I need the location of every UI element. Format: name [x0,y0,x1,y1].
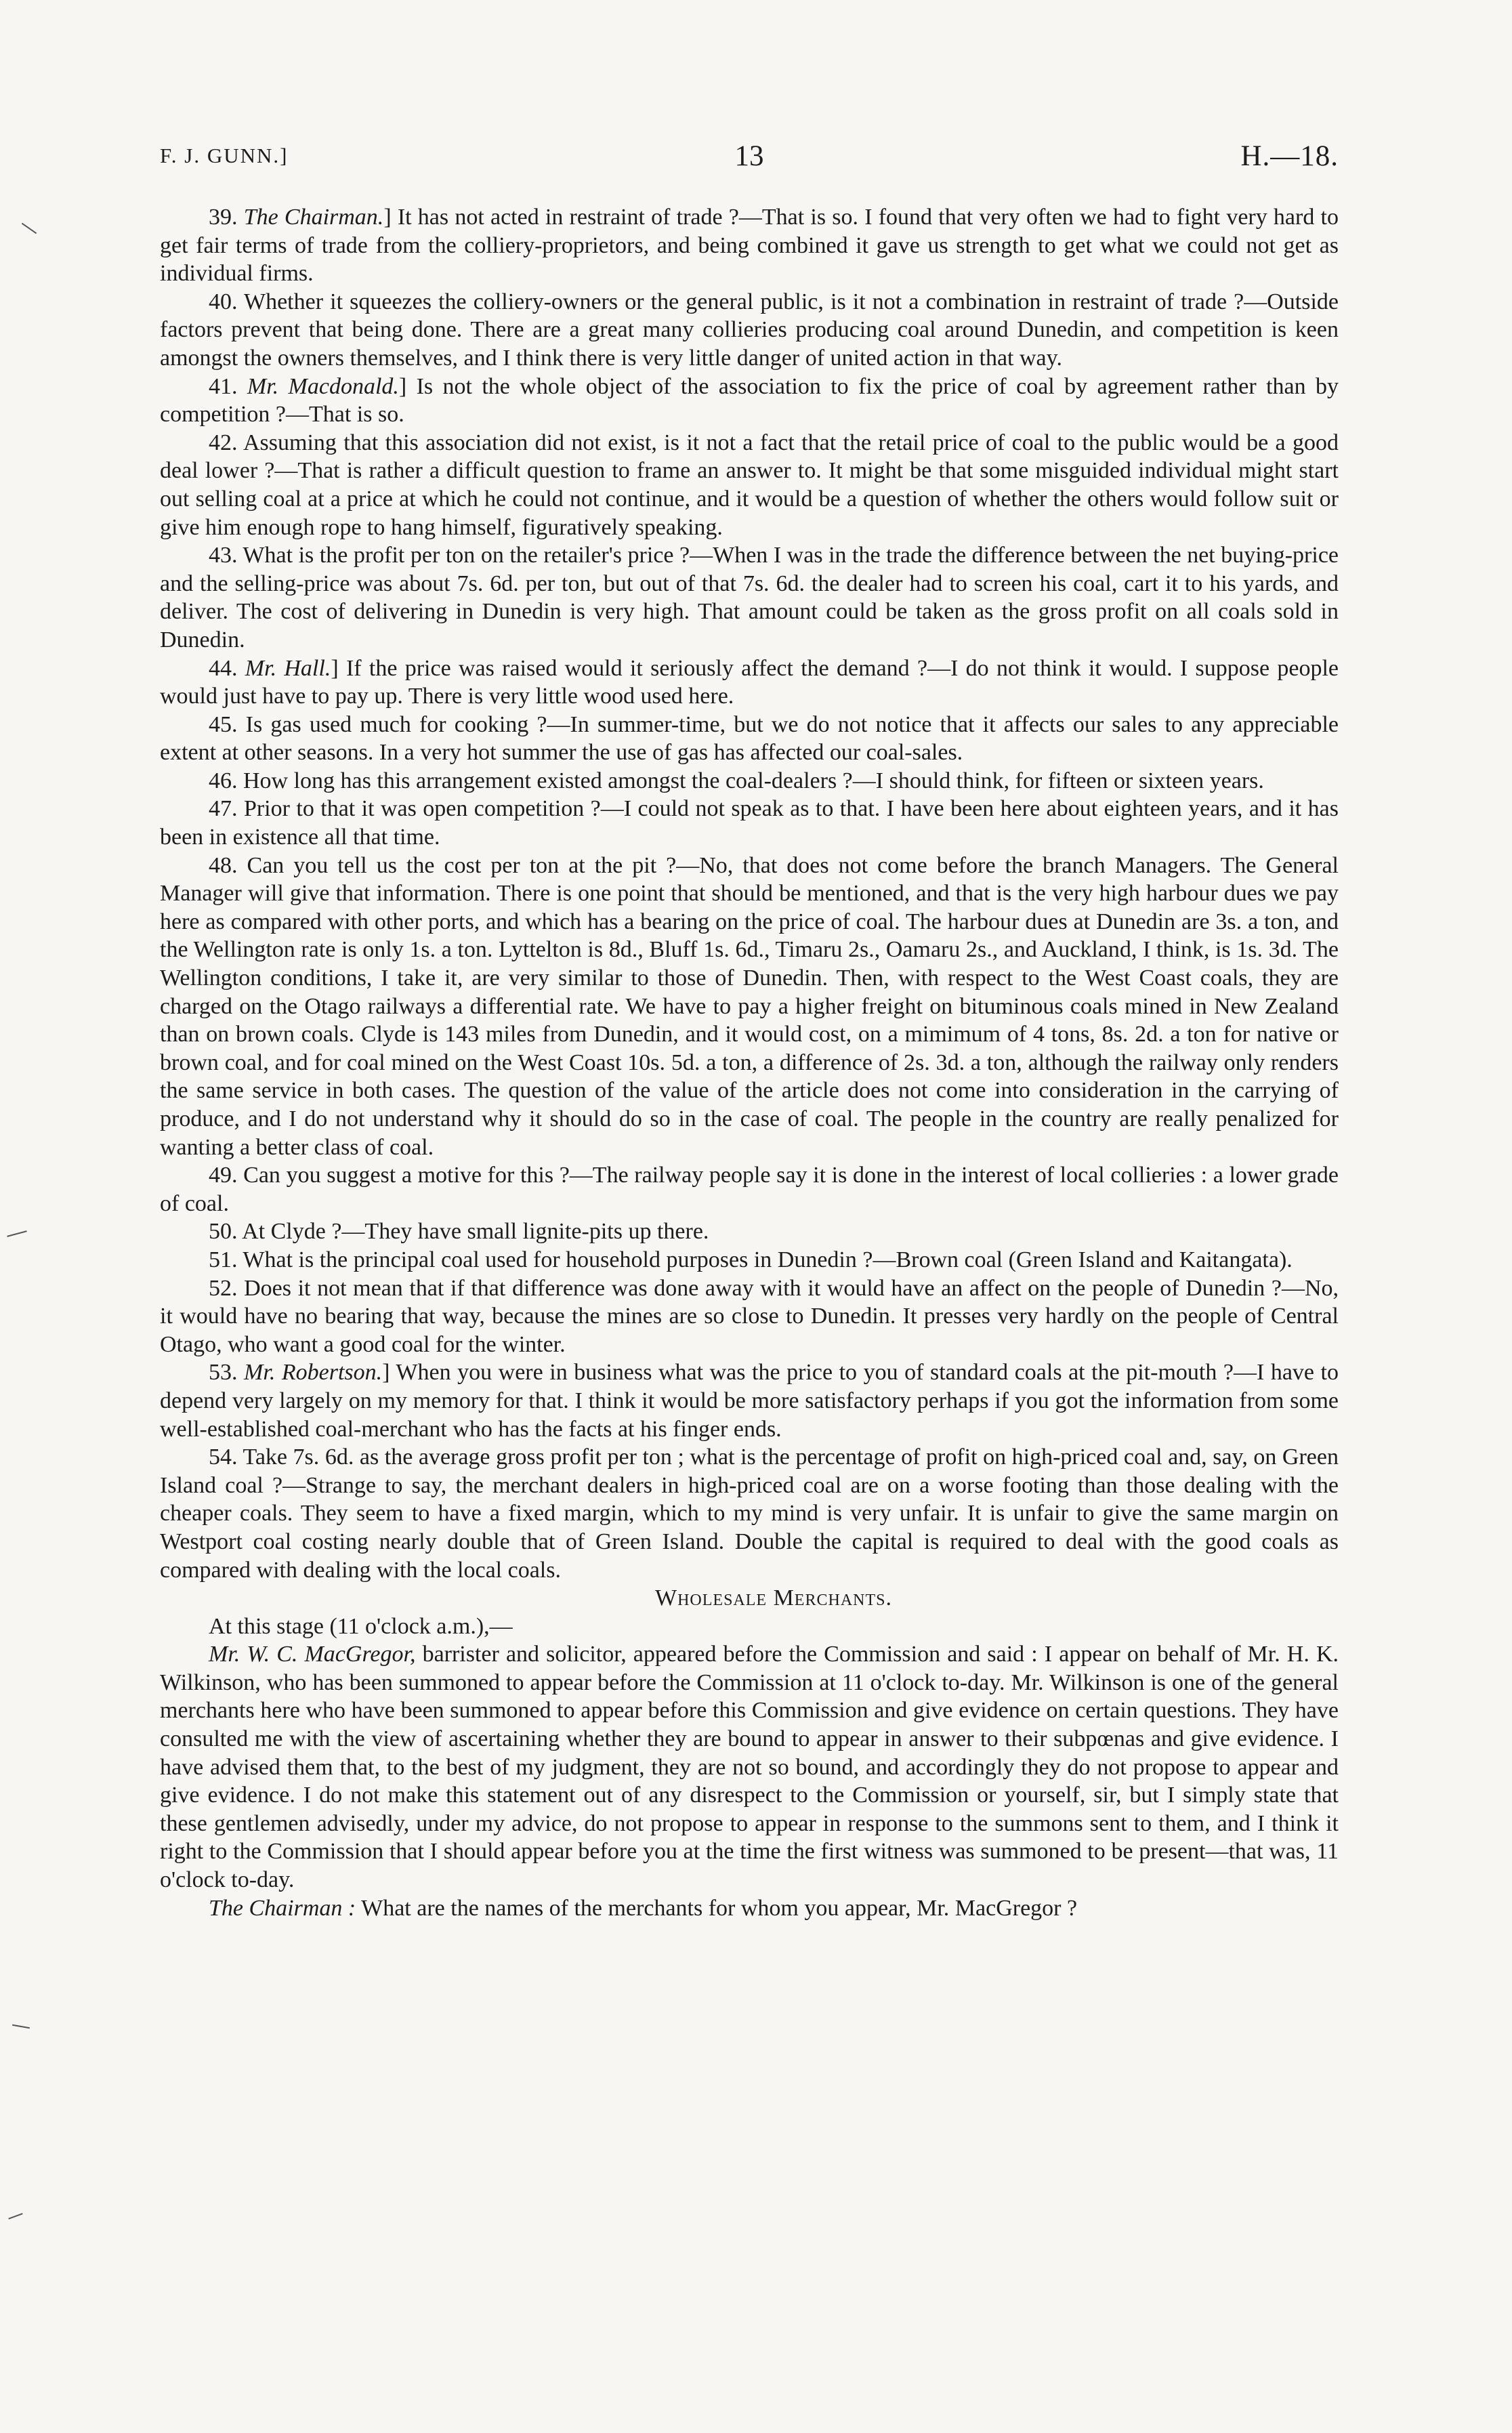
question-q50 [160,1218,1339,1246]
question-number: 53. [209,1360,238,1386]
question-q53 [160,1358,1339,1443]
question-text: How long has this arrangement existed amongst the coal-dealers ?—I should think, for fifteen or sixteen years. [243,768,1264,793]
speaker-bracket: ] [398,373,407,399]
question-text: If the price was raised would it seriously affect the demand ?—I do not think it would. I suppose people would just have to pay up. There is very little wood used here. [160,655,1339,709]
question-q46 [160,767,1339,795]
question-q54 [160,1443,1339,1584]
question-q52 [160,1274,1339,1359]
document-code: H.—18. [1240,140,1339,172]
testimony-body [160,203,1339,1922]
question-number: 42. [209,430,238,455]
question-text: At Clyde ?—They have small lignite-pits up there. [242,1219,709,1245]
question-number: 52. [209,1275,238,1301]
question-text: What is the principal coal used for household purposes in Dunedin ?—Brown coal (Green Island and Kaitangata). [243,1247,1293,1272]
proceeding-text: What are the names of the merchants for whom you appear, Mr. MacGregor ? [356,1895,1078,1921]
margin-mark [8,2213,22,2219]
speaker-name: Mr. W. C. MacGregor, [209,1642,416,1667]
section-heading: Wholesale Merchants. [655,1585,892,1611]
question-q49 [160,1161,1339,1218]
question-text: What is the profit per ton on the retailer's price ?—When I was in the trade the difference between the net buying-price and the selling-price was about 7s. 6d. per ton, but out of that 7s. 6d. the dealer had to screen his coal, cart it to his yards, and deliver. The cost of delivering in Dunedin is very high. That amount could be taken as the gross profit on all coals sold in Dunedin. [160,543,1339,652]
witness-label: F. J. GUNN.] [160,144,289,167]
question-text: When you were in business what was the price to you of standard coals at the pit-mouth ?—I have to depend very largely on my memory for that. I think it would be more satisfactory perhaps if you got the information from some well-established coal-merchant who has the facts at his finger ends. [160,1360,1339,1442]
speaker-name: Mr. Hall. [245,655,331,681]
question-number: 45. [209,711,238,737]
speaker-bracket: ] [382,1360,390,1386]
question-text: It has not acted in restraint of trade ?—That is so. I found that very often we had to fight very hard to get fair terms of trade from the colliery-proprietors, and being combined it gave us strength to get what we could not get as individual firms. [160,205,1339,287]
speaker-name: The Chairman : [209,1895,356,1921]
question-number: 50. [209,1219,238,1245]
speaker-name: The Chairman. [243,205,384,230]
question-text: Assuming that this association did not exist, is it not a fact that the retail price of coal to the public would be a good deal lower ?—That is rather a difficult question to frame an answer to. It might be that some misguided individual might start out selling coal at a price at which he could not continue, and it would be a question of whether the others would follow suit or give him enough rope to hang himself, figuratively speaking. [160,430,1339,540]
question-q51 [160,1246,1339,1274]
page-header [160,140,1339,180]
proceeding-c2 [160,1640,1339,1894]
question-number: 41. [209,373,238,399]
proceeding-c1 [160,1613,1339,1641]
margin-mark [12,2024,30,2029]
proceeding-text: At this stage (11 o'clock a.m.),— [209,1613,513,1639]
question-text: Can you tell us the cost per ton at the pit ?—No, that does not come before the branch Managers. The General Manager will give that information. There is one point that should be mentioned, and that is the very high harbour dues we pay here as compared with other ports, and which has a bearing on the price of coal. The harbour dues at Dunedin are 3s. a ton, and the Wellington rate is only 1s. a ton. Lyttelton is 8d., Bluff 1s. 6d., Timaru 2s., Oamaru 2s., and Auckland, I think, is 1s. 3d. The Wellington conditions, I take it, are very similar to those of Dunedin. Then, with respect to the West Coast coals, they are charged on the Otago railways a differential rate. We have to pay a higher freight on bituminous coals mined in New Zealand than on brown coals. Clyde is 143 miles from Dunedin, and it would cost, on a mimimum of 4 tons, 8s. 2d. a ton for native or brown coal, and for coal mined on the West Coast 10s. 5d. a ton, a difference of 2s. 3d. a ton, although the railway only renders the same service in both cases. The question of the value of the article does not come into consideration in the carrying of produce, and I do not understand why it should do so in the case of coal. The people in the country are really penalized for wanting a better class of coal. [160,852,1339,1160]
question-text: Prior to that it was open competition ?—I could not speak as to that. I have been here about eighteen years, and it has been in existence all that time. [160,796,1339,850]
question-q41 [160,373,1339,429]
question-q40 [160,288,1339,373]
question-q45 [160,711,1339,767]
question-text: Take 7s. 6d. as the average gross profit per ton ; what is the percentage of profit on high-priced coal and, say, on Green Island coal ?—Strange to say, the merchant dealers in high-priced coal are on a worse footing than those dealing with the cheaper coals. They seem to have a fixed margin, which to my mind is very unfair. It is unfair to give the same margin on Westport coal costing nearly double that of Green Island. Double the capital is required to deal with the good coals as compared with dealing with the local coals. [160,1444,1339,1583]
question-number: 44. [209,655,238,681]
question-q39 [160,203,1339,288]
question-text: Is not the whole object of the association to fix the price of coal by agreement rather than by competition ?—That is so. [160,373,1339,428]
speaker-name: Mr. Robertson. [244,1360,383,1386]
question-number: 43. [209,543,238,568]
question-q47 [160,795,1339,851]
question-number: 47. [209,796,238,822]
question-number: 48. [209,852,238,878]
question-number: 49. [209,1163,238,1188]
speaker-bracket: ] [383,205,392,230]
question-number: 54. [209,1444,238,1470]
question-text: Is gas used much for cooking ?—In summer-time, but we do not notice that it affects our sales to any appreciable extent at other seasons. In a very hot summer the use of gas has affected our coal-sales. [160,711,1339,766]
page-number: 13 [734,140,764,172]
speaker-bracket: ] [331,655,339,681]
question-number: 46. [209,768,238,793]
proceeding-c3 [160,1894,1339,1923]
question-number: 40. [209,289,238,314]
question-text: Does it not mean that if that difference was done away with it would have an affect on the people of Dunedin ?—No, it would have no bearing that way, because the mines are so close to Dunedin. It presses very hardly on the people of Central Otago, who want a good coal for the winter. [160,1275,1339,1357]
question-q44 [160,654,1339,711]
question-number: 51. [209,1247,238,1272]
margin-mark [22,223,37,234]
question-q42 [160,429,1339,541]
question-q48 [160,852,1339,1162]
speaker-name: Mr. Macdonald. [247,373,399,399]
question-number: 39. [209,205,238,230]
question-text: Can you suggest a motive for this ?—The railway people say it is done in the interest of local collieries : a lower grade of coal. [160,1163,1339,1216]
question-q43 [160,541,1339,654]
margin-mark [7,1230,26,1237]
proceeding-text: barrister and solicitor, appeared before the Commission and said : I appear on behalf of Mr. H. K. Wilkinson, who has been summoned to appear before the Commission at 11 o'clock to-day. Mr. Wilkinson is one of the general merchants here who have been summoned to appear before this Commission and give evidence on certain questions. They have consulted me with the view of ascertaining whether they are bound to appear in answer to their subpœnas and give evidence. I have advised them that, to the best of my judgment, they are not so bound, and accordingly they do not propose to appear and give evidence. I do not make this statement out of any disrespect to the Commission or yourself, sir, but I simply state that these gentlemen advisedly, under my advice, do not propose to appear in response to the summons sent to them, and I think it right to the Commission that I should appear before you at the time the first witness was summoned to be present—that was, 11 o'clock to-day. [160,1642,1339,1893]
question-text: Whether it squeezes the colliery-owners or the general public, is it not a combination in restraint of trade ?—Outside factors prevent that being done. There are a great many collieries producing coal around Dunedin, and competition is keen amongst the owners themselves, and I think there is very little danger of united action in that way. [160,289,1339,371]
